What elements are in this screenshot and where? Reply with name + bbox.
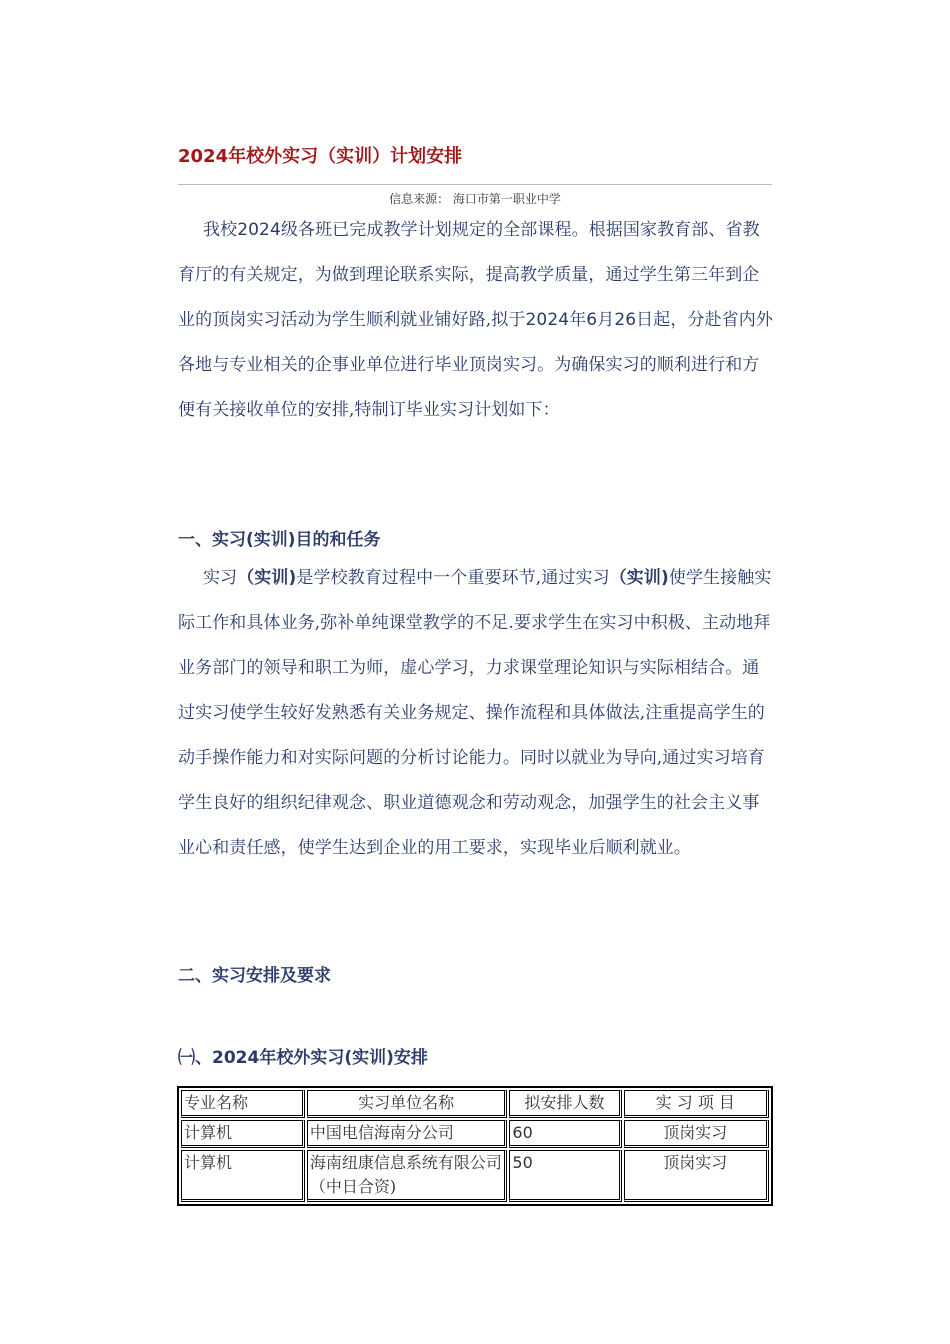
table-header-major: 专业名称 [181,1090,305,1118]
intro-text-2: 级各班已完成教学计划规定的全部课程。根据国家教育部、省教育厅的有关规定，为做到理论联系实际，提高教学质量，通过学生第三年到企业的顶岗实习活动为学生顺利就业铺好路,拟于 [178,220,760,330]
table-header-row [181,1090,769,1118]
table-header-project: 实 习 项 目 [624,1090,769,1118]
intro-text-3: 年 [569,310,587,330]
source-line: 信息来源： 海口市第一职业中学 [389,192,561,206]
section1-bold-2: （实训) [609,568,669,588]
intro-text-5: 日起，分赴省内外各地与专业相关的企事业单位进行毕业顶岗实习。为确保实习的顺利进行和方便有关接收单位的安排,特制订毕业实习计划如下： [178,310,773,420]
section1-text-3: 使学生接触实际工作和具体业务,弥补单纯课堂教学的不足.要求学生在实习中积极、主动地拜业务部门的领导和职工为师，虚心学习，力求课堂理论知识与实际相结合。通过实习使学生较好发熟悉有关业务规定、操作流程和具体做法,注重提高学生的动手操作能力和对实际问题的分析讨论能力。同时以就业为导向,通过实习培育学生良好的组织纪律观念、职业道德观念和劳动观念，加强学生的社会主义事业心和责任感，使学生达到企业的用工要求，实现毕业后顺利就业。 [178,568,772,858]
table-cell-major: 计算机 [181,1150,305,1202]
table-cell-project: 顶岗实习 [624,1150,769,1202]
table-header-unit: 实习单位名称 [307,1090,508,1118]
table-row [181,1150,769,1202]
page-title: 2024年校外实习（实训）计划安排 [178,146,463,167]
intro-year-a: 2024 [237,220,281,240]
intro-day: 26 [614,310,637,330]
intro-text-4: 月 [597,310,615,330]
section1-text-1: 实习 [203,568,238,588]
intro-year-b: 2024 [525,310,570,330]
table-cell-count: 50 [509,1150,621,1202]
section1-bold-1: （实训) [237,568,297,588]
table-cell-major: 计算机 [181,1120,305,1148]
section1-text-2: 是学校教育过程中一个重要环节,通过实习 [296,568,610,588]
section2-heading: 二、实习安排及要求 [178,966,331,986]
table-cell-unit: 中国电信海南分公司 [307,1120,508,1148]
table-header-count: 拟安排人数 [509,1090,621,1118]
intro-month: 6 [586,310,598,330]
table-cell-unit: 海南纽康信息系统有限公司（中日合资) [307,1150,508,1202]
internship-table [177,1086,773,1206]
section1-paragraph [178,556,774,871]
table-row [181,1120,769,1148]
intro-text-1: 我校 [203,220,238,240]
section1-heading: 一、实习(实训)目的和任务 [178,530,381,550]
table-cell-count: 60 [509,1120,621,1148]
title-divider [178,184,772,185]
table-cell-project: 顶岗实习 [624,1120,769,1148]
section2-subheading: ㈠、2024年校外实习(实训)安排 [178,1048,428,1068]
intro-paragraph [178,208,774,433]
